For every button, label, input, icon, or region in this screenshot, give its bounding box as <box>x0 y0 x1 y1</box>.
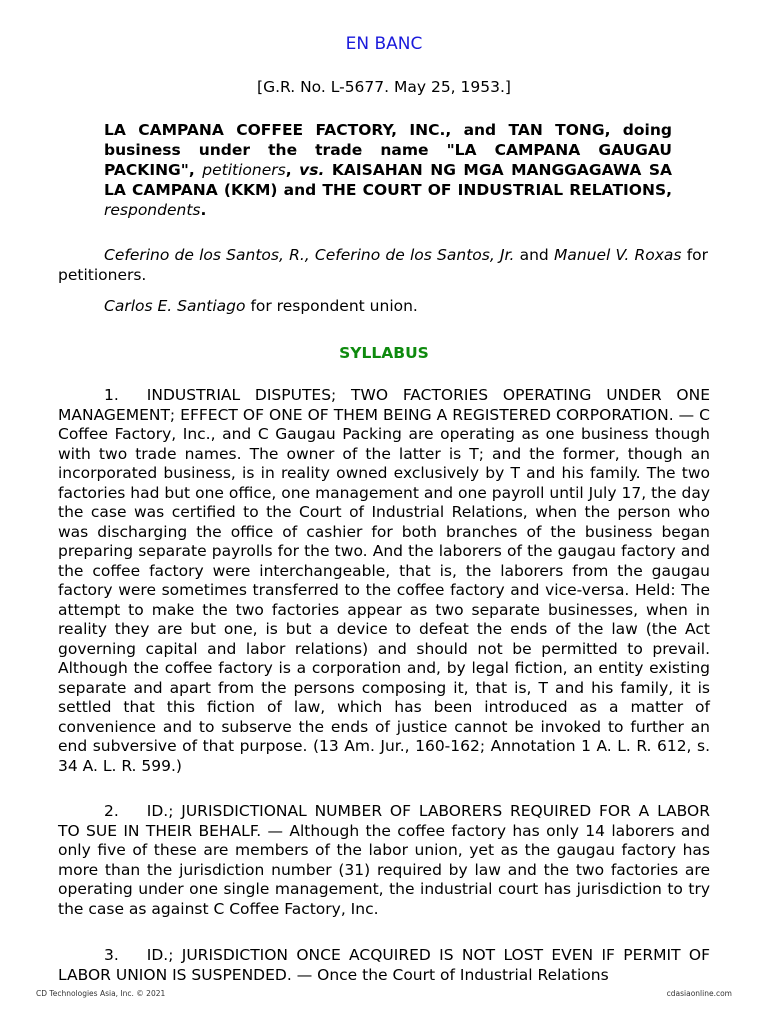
syllabus-heading: SYLLABUS <box>339 344 429 362</box>
syllabus-item-1 <box>58 386 710 776</box>
syllabus-item-3 <box>58 946 710 985</box>
syllabus-item-text: ID.; JURISDICTIONAL NUMBER OF LABORERS REQUIRED FOR A LABOR TO SUE IN THEIR BEHALF. — Although the coffee factory has only 14 laborers and only five of these are members of the labor union, yet as the gaugau factory has more than the jurisdiction number (31) required by law and the two factories are operating under one single management, the industrial court has jurisdiction to try the case as against C Coffee Factory, Inc. <box>58 802 710 918</box>
counsel-and: and <box>519 246 549 264</box>
petitioners-role: petitioners <box>202 161 286 179</box>
respondent-counsel-suffix: for respondent union. <box>250 297 418 315</box>
case-number: [G.R. No. L-5677. May 25, 1953.] <box>257 78 511 96</box>
versus-label: vs. <box>299 161 325 179</box>
syllabus-item-2 <box>58 802 710 919</box>
syllabus-item-number: 3. <box>104 946 119 964</box>
respondent-counsel-name: Carlos E. Santiago <box>104 297 246 315</box>
petitioner-counsel-suffix: for petitioners. <box>58 246 708 284</box>
petitioner-counsel-names-a: Ceferino de los Santos, R., Ceferino de los Santos, Jr. <box>104 246 515 264</box>
case-title: LA CAMPANA COFFEE FACTORY, INC., and TAN TONG, doing business under the trade name "LA CAMPANA GAUGAU PACKING", petitioners, vs. KAISAHAN NG MGA MANGGAGAWA SA LA CAMPANA (KKM) and THE COURT OF INDUSTRIAL RELATIONS, respondents. <box>104 121 672 219</box>
syllabus-item-number: 1. <box>104 386 119 404</box>
court-division: EN BANC <box>345 34 423 54</box>
footer-website: cdasiaonline.com <box>666 989 732 998</box>
petitioner-counsel <box>58 245 708 285</box>
footer-copyright: CD Technologies Asia, Inc. © 2021 <box>36 989 166 998</box>
respondent-counsel <box>58 296 708 316</box>
syllabus-item-text: INDUSTRIAL DISPUTES; TWO FACTORIES OPERATING UNDER ONE MANAGEMENT; EFFECT OF ONE OF THEM BEING A REGISTERED CORPORATION. — C Coffee Factory, Inc., and C Gaugau Packing are operating as one business though with two trade names. The owner of the latter is T; and the former, though an incorporated business, is in reality owned exclusively by T and his family. The two factories had but one office, one management and one payroll until July 17, the day the case was certified to the Court of Industrial Relations, when the person who was discharging the office of cashier for both branches of the business began preparing separate payrolls for the two. And the laborers of the gaugau factory and the coffee factory were interchangeable, that is, the laborers from the gaugau factory were sometimes transferred to the coffee factory and vice-versa. Held: The attempt to make the two factories appear as two separate businesses, when in reality they are but one, is but a device to defeat the ends of the law (the Act governing capital and labor relations) and should not be permitted to prevail. Although the coffee factory is a corporation and, by legal fiction, an entity existing separate and apart from the persons composing it, that is, T and his family, it is settled that this fiction of law, which has been introduced as a matter of convenience and to subserve the ends of justice cannot be invoked to further an end subversive of that purpose. (13 Am. Jur., 160-162; Annotation 1 A. L. R. 612, s. 34 A. L. R. 599.) <box>58 386 710 775</box>
respondents-role: respondents <box>104 201 201 219</box>
respondents-names: KAISAHAN NG MGA MANGGAGAWA SA LA CAMPANA (KKM) and THE COURT OF INDUSTRIAL RELATIONS <box>104 161 672 199</box>
petitioner-counsel-names-b: Manuel V. Roxas <box>553 246 682 264</box>
petitioners-names: LA CAMPANA COFFEE FACTORY, INC., and TAN TONG, doing business under the trade name "LA CAMPANA GAUGAU PACKING" <box>104 121 672 179</box>
syllabus-item-text: ID.; JURISDICTION ONCE ACQUIRED IS NOT LOST EVEN IF PERMIT OF LABOR UNION IS SUSPENDED. — Once the Court of Industrial Relations <box>58 946 710 984</box>
syllabus-item-number: 2. <box>104 802 119 820</box>
